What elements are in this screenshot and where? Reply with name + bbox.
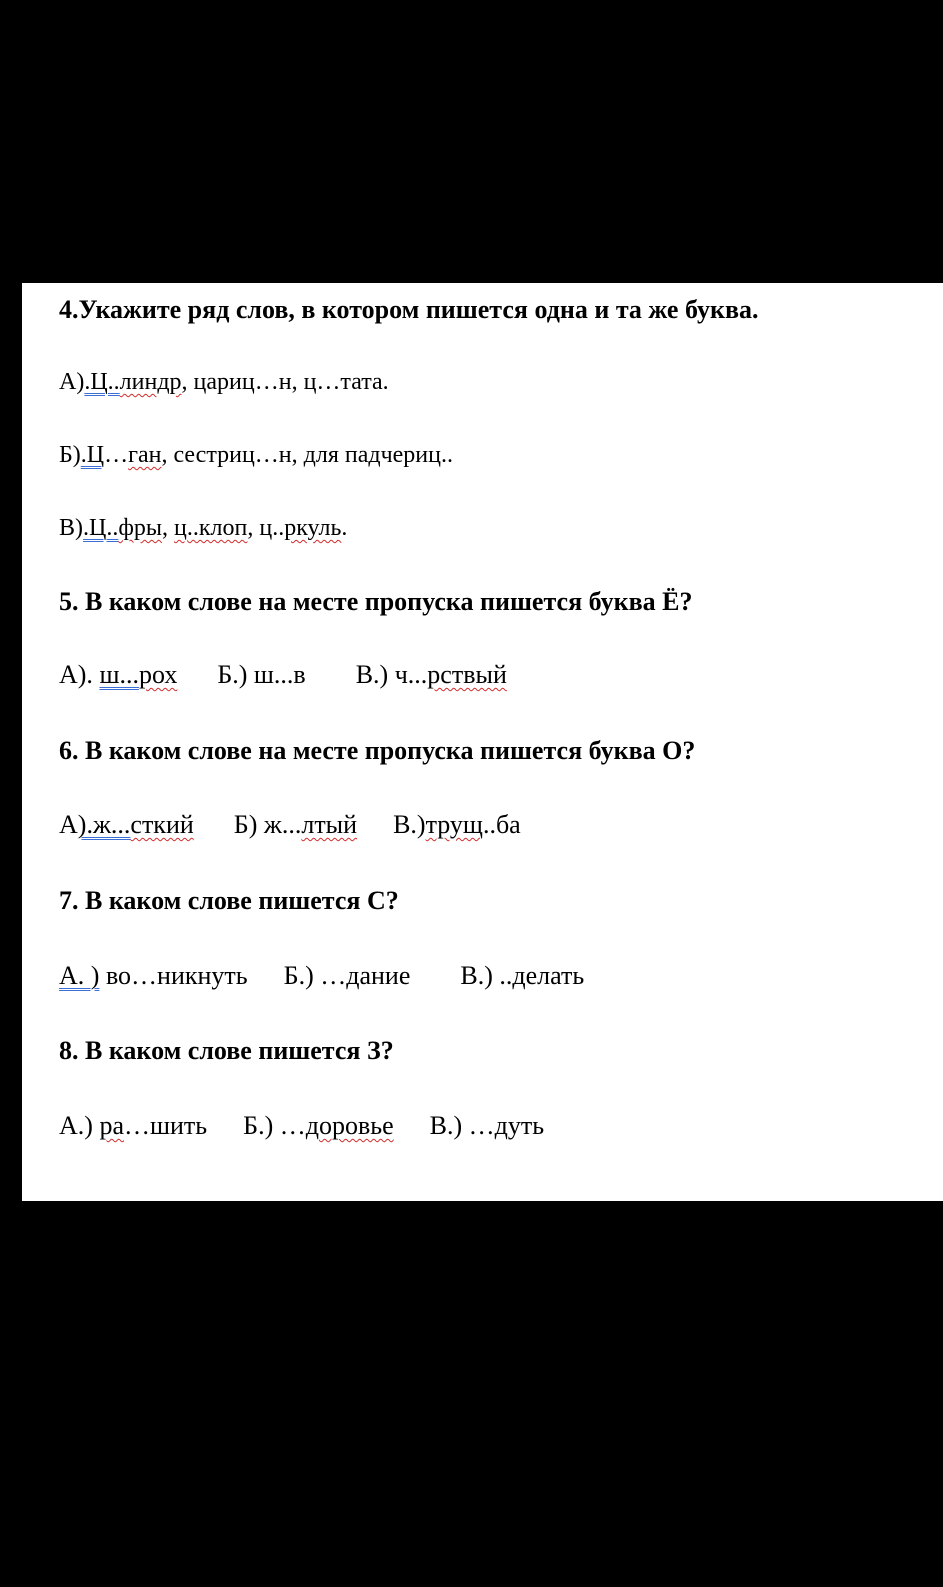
question-8-title: 8. В каком слове пишется З?	[59, 1036, 394, 1065]
document-page	[22, 283, 943, 1201]
question-6-options	[59, 812, 521, 838]
question-5-option-a: А). ш...рох	[59, 660, 178, 689]
question-4-option-a: А).Ц..линдр, цариц…н, ц…тата.	[59, 369, 389, 395]
question-4-option-b: Б).Ц…ган, сестриц…н, для падчериц..	[59, 442, 453, 468]
question-6-option-c: В.)трущ..ба	[393, 810, 521, 839]
question-6-option-b: Б) ж...лтый	[233, 810, 358, 839]
question-7-option-b: Б.) …дание	[283, 961, 411, 990]
question-4-option-c: В).Ц..фры, ц..клоп, ц..ркуль.	[59, 515, 348, 541]
question-7-option-c: В.) ..делать	[460, 961, 585, 990]
question-8-option-a: А.) ра…шить	[59, 1111, 208, 1140]
question-8-option-c: В.) …дуть	[429, 1111, 545, 1140]
question-5-options	[59, 662, 507, 688]
question-6-option-a: А).ж...сткий	[59, 810, 194, 839]
question-7-title: 7. В каком слове пишется С?	[59, 886, 399, 915]
question-7-options	[59, 963, 584, 989]
question-5-option-b: Б.) ш...в	[217, 660, 306, 689]
question-5-option-c: В.) ч...рствый	[355, 660, 507, 689]
question-5-title: 5. В каком слове на месте пропуска пишется буква Ё?	[59, 587, 693, 616]
question-8-option-b: Б.) …доровье	[243, 1111, 394, 1140]
question-4-title: 4.Укажите ряд слов, в котором пишется одна и та же буква.	[59, 295, 759, 324]
question-7-option-a: А. ) во…никнуть	[59, 961, 248, 990]
question-6-title: 6. В каком слове на месте пропуска пишется буква О?	[59, 736, 696, 765]
question-8-options	[59, 1113, 544, 1139]
